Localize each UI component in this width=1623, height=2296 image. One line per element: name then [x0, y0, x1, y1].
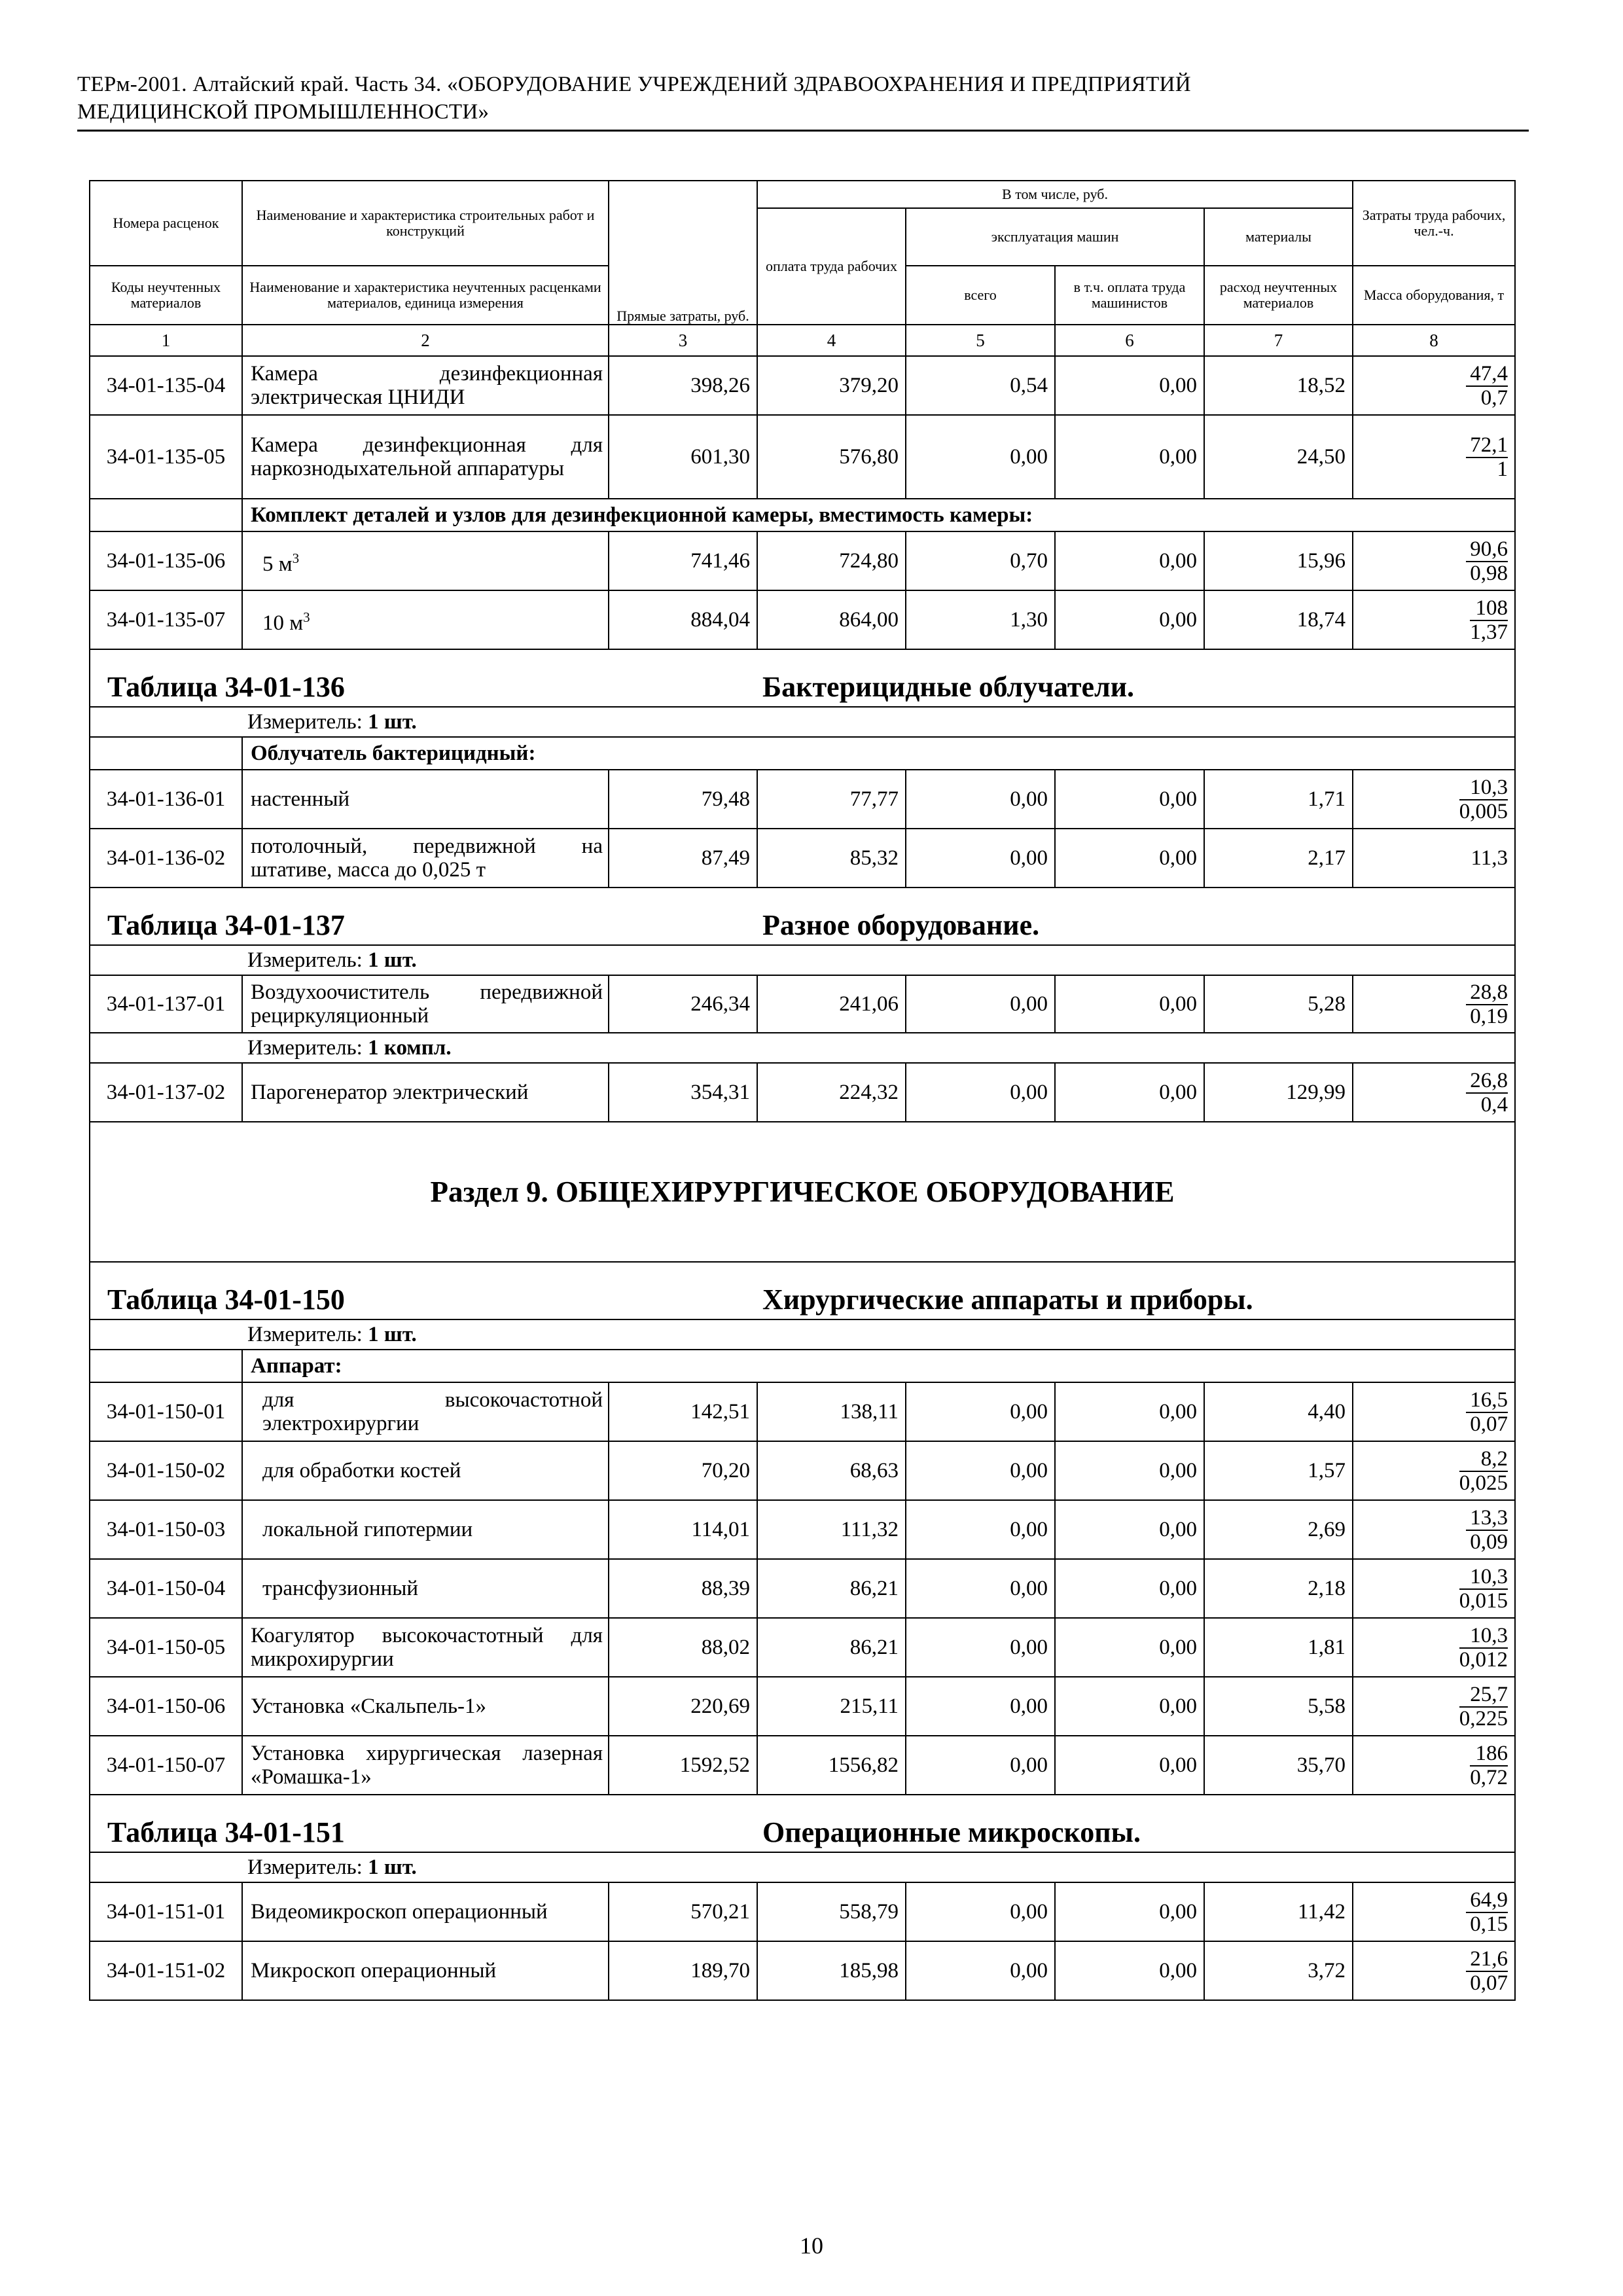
- worker-wages: 1556,82: [757, 1736, 906, 1795]
- worker-wages: 224,32: [757, 1063, 906, 1122]
- machinist-wages: 0,00: [1055, 1382, 1204, 1441]
- table-title: Разное оборудование.: [757, 888, 1515, 945]
- col-num-6: 6: [1055, 325, 1204, 356]
- header-line-2: МЕДИЦИНСКОЙ ПРОМЫШЛЕННОСТИ»: [77, 100, 490, 124]
- machinist-wages: 0,00: [1055, 415, 1204, 499]
- rate-name: Камера дезинфекционная электрическая ЦНИДИ: [242, 356, 609, 415]
- fraction: [1459, 1447, 1508, 1494]
- direct-cost: 88,39: [609, 1559, 757, 1618]
- machinist-wages: 0,00: [1055, 531, 1204, 590]
- unit-superscript: 3: [303, 609, 310, 625]
- materials-cost: 129,99: [1204, 1063, 1353, 1122]
- labor-mass-fraction: [1353, 1618, 1515, 1677]
- labor-hours: 90,6: [1466, 537, 1508, 562]
- rate-name: Микроскоп операционный: [242, 1941, 609, 2000]
- fraction: [1459, 1565, 1508, 1612]
- worker-wages: 85,32: [757, 829, 906, 888]
- equipment-mass: 0,7: [1480, 386, 1508, 410]
- measure-value: 1 шт.: [368, 948, 417, 972]
- equipment-mass: 0,012: [1459, 1648, 1508, 1672]
- machinist-wages: 0,00: [1055, 1618, 1204, 1677]
- table-row: [90, 975, 1515, 1033]
- materials-cost: 1,71: [1204, 770, 1353, 829]
- machine-cost: 0,00: [906, 1736, 1055, 1795]
- direct-cost: 398,26: [609, 356, 757, 415]
- rate-name: Установка хирургическая лазерная «Ромашка-1»: [242, 1736, 609, 1795]
- rate-code: 34-01-150-03: [90, 1500, 242, 1559]
- equipment-mass: 0,19: [1470, 1005, 1508, 1028]
- worker-wages: 77,77: [757, 770, 906, 829]
- rate-name: Воздухоочиститель передвижной рециркуляционный: [242, 975, 609, 1033]
- worker-wages: 86,21: [757, 1618, 906, 1677]
- machinist-wages: 0,00: [1055, 770, 1204, 829]
- worker-wages: 724,80: [757, 531, 906, 590]
- worker-wages: 68,63: [757, 1441, 906, 1500]
- table-code: Таблица 34-01-151: [90, 1795, 757, 1852]
- machine-cost: 0,00: [906, 975, 1055, 1033]
- machine-cost: 0,00: [906, 770, 1055, 829]
- labor-hours: 26,8: [1466, 1069, 1508, 1094]
- table-title: Хирургические аппараты и приборы.: [757, 1262, 1515, 1319]
- labor-mass-fraction: [1353, 356, 1515, 415]
- table-code: Таблица 34-01-136: [90, 649, 757, 707]
- worker-wages: 241,06: [757, 975, 906, 1033]
- fraction: [1459, 1683, 1508, 1730]
- col-num-2: 2: [242, 325, 609, 356]
- table-row: [90, 1618, 1515, 1677]
- group-row: [90, 499, 1515, 531]
- column-numbers-row: [90, 325, 1515, 356]
- measure-label: Измеритель:: [247, 1322, 363, 1346]
- header-row-1: [90, 181, 1515, 208]
- col-wages: оплата труда рабочих: [757, 208, 906, 325]
- measure-row: [90, 945, 1515, 975]
- equipment-mass: 0,72: [1470, 1766, 1508, 1789]
- materials-cost: 24,50: [1204, 415, 1353, 499]
- header-rule: [77, 130, 1529, 132]
- machine-cost: 0,00: [906, 829, 1055, 888]
- direct-cost: 88,02: [609, 1618, 757, 1677]
- labor-mass-fraction: [1353, 1382, 1515, 1441]
- labor-mass-fraction: [1353, 1500, 1515, 1559]
- direct-cost: 601,30: [609, 415, 757, 499]
- labor-hours: 11,3: [1353, 829, 1515, 888]
- labor-hours: 64,9: [1466, 1888, 1508, 1913]
- table-row: [90, 415, 1515, 499]
- rate-code: 34-01-150-07: [90, 1736, 242, 1795]
- rate-name: трансфузионный: [242, 1559, 609, 1618]
- direct-cost: 570,21: [609, 1882, 757, 1941]
- materials-cost: 18,52: [1204, 356, 1353, 415]
- direct-cost: 142,51: [609, 1382, 757, 1441]
- labor-mass-fraction: [1353, 975, 1515, 1033]
- rate-name: настенный: [242, 770, 609, 829]
- direct-cost: 741,46: [609, 531, 757, 590]
- table-row: [90, 770, 1515, 829]
- col-num-4: 4: [757, 325, 906, 356]
- labor-hours: 72,1: [1466, 433, 1508, 458]
- materials-cost: 15,96: [1204, 531, 1353, 590]
- direct-cost: 354,31: [609, 1063, 757, 1122]
- machinist-wages: 0,00: [1055, 1736, 1204, 1795]
- rates-table: [89, 180, 1516, 2001]
- labor-mass-fraction: [1353, 1941, 1515, 2000]
- direct-cost: 87,49: [609, 829, 757, 888]
- machinist-wages: 0,00: [1055, 590, 1204, 649]
- table-title: Операционные микроскопы.: [757, 1795, 1515, 1852]
- rate-name-text: 10 м: [262, 611, 304, 635]
- labor-hours: 25,7: [1459, 1683, 1508, 1708]
- labor-mass-fraction: [1353, 770, 1515, 829]
- machinist-wages: 0,00: [1055, 1941, 1204, 2000]
- col-num-8: 8: [1353, 325, 1515, 356]
- equipment-mass: 0,025: [1459, 1471, 1508, 1495]
- equipment-mass: 0,07: [1470, 1412, 1508, 1436]
- materials-cost: 35,70: [1204, 1736, 1353, 1795]
- measure-cell: [242, 1033, 1515, 1063]
- labor-hours: 10,3: [1459, 1565, 1508, 1590]
- rate-code: 34-01-136-01: [90, 770, 242, 829]
- table-row: [90, 1500, 1515, 1559]
- fraction: [1459, 776, 1508, 823]
- col-materials-sub: расход неучтенных материалов: [1204, 266, 1353, 325]
- measure-gap: [90, 707, 242, 737]
- col-num-1: 1: [90, 325, 242, 356]
- equipment-mass: 0,09: [1470, 1530, 1508, 1554]
- fraction: [1470, 1742, 1508, 1789]
- labor-hours: 186: [1470, 1742, 1508, 1767]
- rate-name: локальной гипотермии: [242, 1500, 609, 1559]
- group-row: [90, 1350, 1515, 1382]
- col-num-5: 5: [906, 325, 1055, 356]
- table-row: [90, 829, 1515, 888]
- col-direct: Прямые затраты, руб.: [609, 181, 757, 325]
- rate-code: 34-01-137-02: [90, 1063, 242, 1122]
- equipment-mass: 0,98: [1470, 562, 1508, 585]
- fraction: [1466, 1069, 1508, 1116]
- labor-hours: 8,2: [1459, 1447, 1508, 1472]
- equipment-mass: 0,225: [1459, 1707, 1508, 1731]
- machinist-wages: 0,00: [1055, 1063, 1204, 1122]
- worker-wages: 576,80: [757, 415, 906, 499]
- table-row: [90, 1063, 1515, 1122]
- measure-gap: [90, 1852, 242, 1882]
- machine-cost: 0,00: [906, 1559, 1055, 1618]
- measure-cell: [242, 707, 1515, 737]
- table-code: Таблица 34-01-150: [90, 1262, 757, 1319]
- rate-name: Видеомикроскоп операционный: [242, 1882, 609, 1941]
- col-codes-top: Номера расценок: [90, 181, 242, 266]
- machinist-wages: 0,00: [1055, 1500, 1204, 1559]
- worker-wages: 215,11: [757, 1677, 906, 1736]
- measure-label: Измеритель:: [247, 1035, 363, 1060]
- fraction: [1466, 1388, 1508, 1435]
- measure-value: 1 шт.: [368, 1322, 417, 1346]
- col-name-bottom: Наименование и характеристика неучтенных расценками материалов, единица измерения: [242, 266, 609, 325]
- labor-hours: 47,4: [1466, 362, 1508, 387]
- header-line-1: ТЕРм-2001. Алтайский край. Часть 34. «ОБОРУДОВАНИЕ УЧРЕЖДЕНИЙ ЗДРАВООХРАНЕНИЯ И ПРЕДПРИЯТИЙ: [77, 73, 1191, 96]
- labor-mass-fraction: [1353, 590, 1515, 649]
- measure-label: Измеритель:: [247, 1855, 363, 1879]
- table-row: [90, 1677, 1515, 1736]
- fraction: [1459, 1624, 1508, 1671]
- running-header: [77, 71, 1529, 126]
- worker-wages: 86,21: [757, 1559, 906, 1618]
- equipment-mass: 0,4: [1480, 1093, 1508, 1117]
- fraction: [1466, 980, 1508, 1028]
- machinist-wages: 0,00: [1055, 1559, 1204, 1618]
- direct-cost: 246,34: [609, 975, 757, 1033]
- machinist-wages: 0,00: [1055, 975, 1204, 1033]
- rate-code: 34-01-150-04: [90, 1559, 242, 1618]
- machinist-wages: 0,00: [1055, 829, 1204, 888]
- labor-hours: 13,3: [1466, 1506, 1508, 1531]
- table-row: [90, 356, 1515, 415]
- direct-cost: 114,01: [609, 1500, 757, 1559]
- table-row: [90, 1736, 1515, 1795]
- machinist-wages: 0,00: [1055, 1677, 1204, 1736]
- equipment-mass: 0,015: [1459, 1589, 1508, 1613]
- col-machines-wages: в т.ч. оплата труда машинистов: [1055, 266, 1204, 325]
- measure-gap: [90, 1033, 242, 1063]
- unit-superscript: 3: [292, 550, 300, 566]
- col-including: В том числе, руб.: [757, 181, 1353, 208]
- measure-row: [90, 707, 1515, 737]
- worker-wages: 185,98: [757, 1941, 906, 2000]
- equipment-mass: 0,005: [1459, 800, 1508, 823]
- table-row: [90, 1941, 1515, 2000]
- group-label: Аппарат:: [242, 1350, 1515, 1382]
- col-machines-total: всего: [906, 266, 1055, 325]
- rate-name: для обработки костей: [242, 1441, 609, 1500]
- page-number: 10: [800, 2233, 823, 2259]
- machine-cost: 0,70: [906, 531, 1055, 590]
- table-row: [90, 531, 1515, 590]
- machine-cost: 0,00: [906, 1677, 1055, 1736]
- measure-value: 1 шт.: [368, 1855, 417, 1879]
- labor-hours: 10,3: [1459, 1624, 1508, 1649]
- group-label: Облучатель бактерицидный:: [242, 737, 1515, 770]
- rate-code: 34-01-135-05: [90, 415, 242, 499]
- equipment-mass: 1: [1497, 457, 1508, 481]
- machine-cost: 0,00: [906, 1941, 1055, 2000]
- machinist-wages: 0,00: [1055, 1882, 1204, 1941]
- fraction: [1470, 596, 1508, 643]
- materials-cost: 5,28: [1204, 975, 1353, 1033]
- materials-cost: 4,40: [1204, 1382, 1353, 1441]
- worker-wages: 138,11: [757, 1382, 906, 1441]
- direct-cost: 70,20: [609, 1441, 757, 1500]
- labor-mass-fraction: [1353, 1559, 1515, 1618]
- equipment-mass: 1,37: [1470, 620, 1508, 644]
- measure-value: 1 компл.: [368, 1035, 452, 1060]
- labor-mass-fraction: [1353, 1736, 1515, 1795]
- group-code-cell: [90, 1350, 242, 1382]
- machine-cost: 1,30: [906, 590, 1055, 649]
- group-code-cell: [90, 499, 242, 531]
- fraction: [1466, 1506, 1508, 1553]
- machinist-wages: 0,00: [1055, 1441, 1204, 1500]
- rate-code: 34-01-150-06: [90, 1677, 242, 1736]
- direct-cost: 1592,52: [609, 1736, 757, 1795]
- machine-cost: 0,00: [906, 1382, 1055, 1441]
- measure-cell: [242, 1319, 1515, 1350]
- labor-mass-fraction: [1353, 1677, 1515, 1736]
- labor-hours: 21,6: [1466, 1947, 1508, 1972]
- labor-hours: 28,8: [1466, 980, 1508, 1005]
- table-row: [90, 1559, 1515, 1618]
- machine-cost: 0,00: [906, 1882, 1055, 1941]
- rate-code: 34-01-135-07: [90, 590, 242, 649]
- materials-cost: 2,18: [1204, 1559, 1353, 1618]
- fraction: [1466, 1947, 1508, 1994]
- machine-cost: 0,00: [906, 1441, 1055, 1500]
- fraction: [1466, 537, 1508, 584]
- table-title: Бактерицидные облучатели.: [757, 649, 1515, 707]
- measure-row: [90, 1033, 1515, 1063]
- rate-name: Коагулятор высокочастотный для микрохирургии: [242, 1618, 609, 1677]
- table-row: [90, 1382, 1515, 1441]
- equipment-mass: 0,07: [1470, 1971, 1508, 1995]
- rate-name: [242, 531, 609, 590]
- col-labor-top: Затраты труда рабочих, чел.-ч.: [1353, 181, 1515, 266]
- labor-hours: 108: [1470, 596, 1508, 621]
- materials-cost: 3,72: [1204, 1941, 1353, 2000]
- machine-cost: 0,00: [906, 1063, 1055, 1122]
- worker-wages: 379,20: [757, 356, 906, 415]
- rate-code: 34-01-136-02: [90, 829, 242, 888]
- table-row: [90, 590, 1515, 649]
- rate-code: 34-01-150-01: [90, 1382, 242, 1441]
- rate-name: для высокочастотной электрохирургии: [242, 1382, 609, 1441]
- fraction: [1466, 433, 1508, 480]
- table-row: [90, 1441, 1515, 1500]
- measure-label: Измеритель:: [247, 709, 363, 734]
- labor-mass-fraction: [1353, 1882, 1515, 1941]
- rate-code: 34-01-151-02: [90, 1941, 242, 2000]
- machine-cost: 0,00: [906, 1618, 1055, 1677]
- rate-code: 34-01-137-01: [90, 975, 242, 1033]
- rate-name-text: 5 м: [262, 552, 293, 576]
- table-title-row: [90, 1262, 1515, 1319]
- rate-name: Камера дезинфекционная для наркознодыхательной аппаратуры: [242, 415, 609, 499]
- col-num-7: 7: [1204, 325, 1353, 356]
- measure-cell: [242, 1852, 1515, 1882]
- labor-mass-fraction: [1353, 531, 1515, 590]
- rate-name: Парогенератор электрический: [242, 1063, 609, 1122]
- direct-cost: 79,48: [609, 770, 757, 829]
- group-row: [90, 737, 1515, 770]
- direct-cost: 189,70: [609, 1941, 757, 2000]
- rate-code: 34-01-151-01: [90, 1882, 242, 1941]
- equipment-mass: 0,15: [1470, 1912, 1508, 1936]
- col-machines: эксплуатация машин: [906, 208, 1204, 266]
- labor-mass-fraction: [1353, 415, 1515, 499]
- materials-cost: 2,69: [1204, 1500, 1353, 1559]
- rate-code: 34-01-150-02: [90, 1441, 242, 1500]
- rate-code: 34-01-135-06: [90, 531, 242, 590]
- worker-wages: 558,79: [757, 1882, 906, 1941]
- rate-name: [242, 590, 609, 649]
- measure-gap: [90, 1319, 242, 1350]
- fraction: [1466, 1888, 1508, 1935]
- worker-wages: 864,00: [757, 590, 906, 649]
- materials-cost: 11,42: [1204, 1882, 1353, 1941]
- materials-cost: 1,57: [1204, 1441, 1353, 1500]
- rate-code: 34-01-135-04: [90, 356, 242, 415]
- table-code: Таблица 34-01-137: [90, 888, 757, 945]
- machine-cost: 0,00: [906, 415, 1055, 499]
- section-row: [90, 1122, 1515, 1262]
- measure-gap: [90, 945, 242, 975]
- table-row: [90, 1882, 1515, 1941]
- labor-mass-fraction: [1353, 1063, 1515, 1122]
- machine-cost: 0,54: [906, 356, 1055, 415]
- group-code-cell: [90, 737, 242, 770]
- table-title-row: [90, 888, 1515, 945]
- materials-cost: 5,58: [1204, 1677, 1353, 1736]
- col-name-top: Наименование и характеристика строительных работ и конструкций: [242, 181, 609, 266]
- measure-label: Измеритель:: [247, 948, 363, 972]
- machinist-wages: 0,00: [1055, 356, 1204, 415]
- fraction: [1466, 362, 1508, 409]
- machine-cost: 0,00: [906, 1500, 1055, 1559]
- measure-value: 1 шт.: [368, 709, 417, 734]
- col-codes-bottom: Коды неучтенных материалов: [90, 266, 242, 325]
- group-label: Комплект деталей и узлов для дезинфекционной камеры, вместимость камеры:: [242, 499, 1515, 531]
- table-title-row: [90, 1795, 1515, 1852]
- measure-row: [90, 1319, 1515, 1350]
- worker-wages: 111,32: [757, 1500, 906, 1559]
- measure-row: [90, 1852, 1515, 1882]
- col-labor-bottom: Масса оборудования, т: [1353, 266, 1515, 325]
- col-materials: материалы: [1204, 208, 1353, 266]
- direct-cost: 220,69: [609, 1677, 757, 1736]
- rate-name: Установка «Скальпель-1»: [242, 1677, 609, 1736]
- materials-cost: 18,74: [1204, 590, 1353, 649]
- measure-cell: [242, 945, 1515, 975]
- rate-name: потолочный, передвижной на штативе, масса до 0,025 т: [242, 829, 609, 888]
- labor-hours: 10,3: [1459, 776, 1508, 800]
- col-num-3: 3: [609, 325, 757, 356]
- labor-mass-fraction: [1353, 1441, 1515, 1500]
- labor-hours: 16,5: [1466, 1388, 1508, 1413]
- materials-cost: 2,17: [1204, 829, 1353, 888]
- section-title: Раздел 9. ОБЩЕХИРУРГИЧЕСКОЕ ОБОРУДОВАНИЕ: [90, 1122, 1515, 1262]
- direct-cost: 884,04: [609, 590, 757, 649]
- materials-cost: 1,81: [1204, 1618, 1353, 1677]
- table-title-row: [90, 649, 1515, 707]
- rate-code: 34-01-150-05: [90, 1618, 242, 1677]
